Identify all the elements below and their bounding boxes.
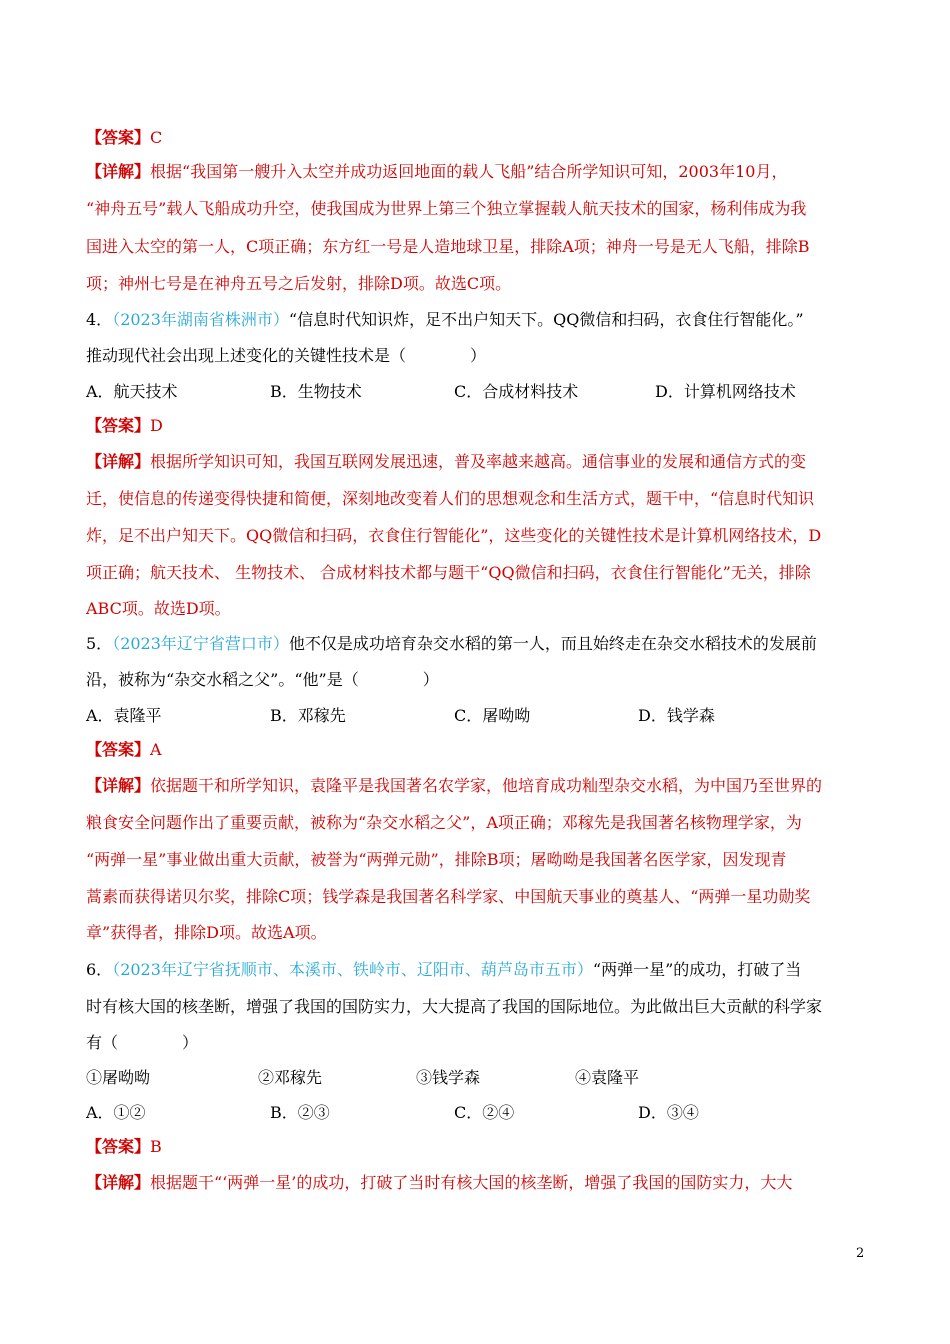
q4-detail-line-5: ABC项。故选D项。	[86, 599, 231, 618]
q3-detail-line-3: 国进入太空的第一人，C项正确；东方红一号是人造地球卫星，排除A项；神舟一号是无人飞船，排除B	[86, 237, 810, 256]
question-source: （2023年辽宁省营口市）	[112, 634, 289, 653]
q4-option-b: B．生物技术	[270, 382, 362, 401]
q3-detail-line-4: 项；神州七号是在神舟五号之后发射，排除D项。故选C项。	[86, 274, 512, 293]
q5-detail-line-4: 蒿素而获得诺贝尔奖，排除C项；钱学森是我国著名科学家、中国航天事业的奠基人、“两弹一星功勋奖	[86, 887, 811, 906]
answer-value: D	[150, 416, 163, 435]
q6-item-2: ②邓稼先	[258, 1068, 323, 1087]
page-number: 2	[856, 1246, 865, 1261]
q6-stem-line-1: 6．（2023年辽宁省抚顺市、本溪市、铁岭市、辽阳市、葫芦岛市五市）“两弹一星”的成功，打破了当	[86, 960, 802, 979]
q5-stem-line-2: 沿，被称为“杂交水稻之父”。“他”是（ ）	[86, 670, 439, 689]
answer-value: B	[150, 1137, 162, 1156]
detail-tag: 【详解】	[86, 1173, 151, 1192]
q5-detail-line-3: “两弹一星”事业做出重大贡献，被誉为“两弹元勋”，排除B项；屠呦呦是我国著名医学家，因发现青	[86, 850, 787, 869]
q4-answer	[86, 415, 163, 437]
q5-detail-line-1: 【详解】依据题干和所学知识，袁隆平是我国著名农学家，他培育成功籼型杂交水稻，为中国乃至世界的	[86, 776, 823, 795]
q6-option-d: D．③④	[638, 1103, 699, 1122]
answer-tag: 【答案】	[86, 1137, 151, 1156]
q5-option-c: C．屠呦呦	[454, 706, 531, 725]
q3-answer	[86, 127, 162, 149]
q6-detail-line-1: 【详解】根据题干“‘两弹一星’的成功，打破了当时有核大国的核垄断，增强了我国的国防实力，大大	[86, 1173, 793, 1192]
question-number: 6．	[86, 960, 113, 979]
q5-option-d: D．钱学森	[638, 706, 715, 725]
q5-stem-line-1: 5．（2023年辽宁省营口市）他不仅是成功培育杂交水稻的第一人，而且始终走在杂交水稻技术的发展前	[86, 634, 817, 653]
q4-option-d: D．计算机网络技术	[655, 382, 796, 401]
q6-stem-line-3: 有（ ）	[86, 1033, 199, 1052]
answer-tag: 【答案】	[86, 128, 151, 147]
q6-answer	[86, 1136, 162, 1158]
q6-item-1: ①屠呦呦	[86, 1068, 151, 1087]
q4-detail-line-4: 项正确；航天技术、 生物技术、 合成材料技术都与题干“QQ微信和扫码，衣食住行智能化”无关，排除	[86, 563, 811, 582]
q4-stem-line-2: 推动现代社会出现上述变化的关键性技术是（ ）	[86, 346, 487, 365]
q5-detail-line-2: 粮食安全问题作出了重要贡献，被称为“杂交水稻之父”，A项正确；邓稼先是我国著名核物理学家，为	[86, 813, 802, 832]
q5-option-a: A．袁隆平	[86, 706, 162, 725]
answer-tag: 【答案】	[86, 740, 151, 759]
question-source: （2023年湖南省株洲市）	[112, 310, 289, 329]
answer-value: A	[150, 740, 162, 759]
q3-detail-line-2: “神舟五号”载人飞船成功升空，使我国成为世界上第三个独立掌握载人航天技术的国家，杨利伟成为我	[86, 199, 807, 218]
q6-option-c: C．②④	[454, 1103, 515, 1122]
q6-option-a: A．①②	[86, 1103, 146, 1122]
q6-stem-line-2: 时有核大国的核垄断，增强了我国的国防实力，大大提高了我国的国际地位。为此做出巨大贡献的科学家	[86, 997, 823, 1016]
q6-option-b: B．②③	[270, 1103, 330, 1122]
q3-detail-line-1: 【详解】根据“我国第一艘升入太空并成功返回地面的载人飞船”结合所学知识可知，2003年10月，	[86, 162, 788, 181]
q6-item-3: ③钱学森	[416, 1068, 481, 1087]
question-number: 4．	[86, 310, 113, 329]
q5-detail-line-5: 章”获得者，排除D项。故选A项。	[86, 923, 327, 942]
detail-tag: 【详解】	[86, 776, 151, 795]
q4-detail-line-2: 迁，使信息的传递变得快捷和简便，深刻地改变着人们的思想观念和生活方式，题干中，“信息时代知识	[86, 489, 815, 508]
detail-tag: 【详解】	[86, 452, 151, 471]
q4-option-c: C．合成材料技术	[454, 382, 579, 401]
q6-item-4: ④袁隆平	[575, 1068, 640, 1087]
answer-value: C	[150, 128, 163, 147]
answer-tag: 【答案】	[86, 416, 151, 435]
detail-tag: 【详解】	[86, 162, 151, 181]
q5-answer	[86, 739, 162, 761]
q4-option-a: A．航天技术	[86, 382, 178, 401]
q4-detail-line-3: 炸，足不出户知天下。QQ微信和扫码，衣食住行智能化”，这些变化的关键性技术是计算机网络技术，D	[86, 526, 822, 545]
question-source: （2023年辽宁省抚顺市、本溪市、铁岭市、辽阳市、葫芦岛市五市）	[112, 960, 593, 979]
q4-detail-line-1: 【详解】根据所学知识可知，我国互联网发展迅速，普及率越来越高。通信事业的发展和通信方式的变	[86, 452, 807, 471]
q4-stem-line-1: 4．（2023年湖南省株洲市）“信息时代知识炸，足不出户知天下。QQ微信和扫码，衣食住行智能化。”	[86, 310, 804, 329]
question-number: 5．	[86, 634, 113, 653]
q5-option-b: B．邓稼先	[270, 706, 346, 725]
